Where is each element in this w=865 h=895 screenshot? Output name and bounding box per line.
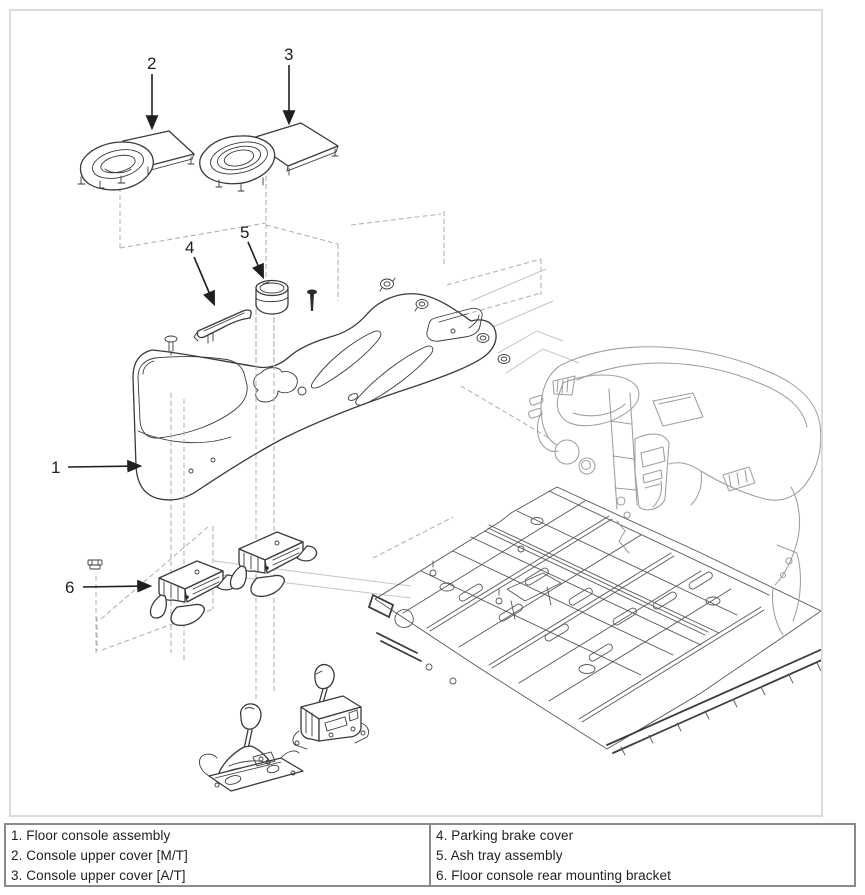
callout-3: [284, 45, 293, 123]
clip-icon: [498, 355, 510, 364]
callout-2: [147, 54, 156, 128]
legend-item: 6. Floor console rear mounting bracket: [436, 868, 671, 883]
console-upper-cover-at-part: [200, 123, 338, 191]
console-upper-cover-mt-part: [78, 131, 194, 190]
legend-item: 5. Ash tray assembly: [436, 848, 563, 863]
callout-3-label: 3: [284, 45, 294, 64]
floor-pan-slots: [458, 567, 714, 663]
callout-4-label: 4: [185, 238, 195, 257]
legend-item: 2. Console upper cover [M/T]: [11, 848, 188, 863]
callout-2-label: 2: [147, 54, 157, 73]
legend-item: 3. Console upper cover [A/T]: [11, 868, 186, 883]
parking-brake-cover-part: [194, 310, 251, 343]
callout-4: [185, 238, 214, 304]
exploded-view-panel: [9, 9, 823, 817]
rear-mounting-bracket-part: [150, 532, 316, 625]
at-shifter-reference: [293, 665, 369, 749]
screw-icon: [307, 290, 317, 312]
callout-1-label: 1: [51, 458, 61, 477]
callout-5: [240, 223, 263, 277]
mt-shifter-reference: [199, 704, 303, 791]
exploded-view-svg: [11, 11, 821, 815]
legend-column-right: [429, 825, 854, 885]
floor-console-assembly-part: [133, 294, 496, 500]
legend-column-left: [6, 825, 429, 885]
legend-table: [4, 823, 856, 887]
ash-tray-assembly-part: [256, 281, 288, 315]
floor-pan-reference: [369, 487, 821, 755]
small-clip-icon: [88, 560, 102, 569]
clip-icon: [380, 278, 395, 291]
legend-item: 4. Parking brake cover: [436, 828, 574, 843]
callout-1: [51, 458, 140, 477]
callout-5-label: 5: [240, 223, 250, 242]
callout-6-label: 6: [65, 578, 75, 597]
legend-item: 1. Floor console assembly: [11, 828, 171, 843]
